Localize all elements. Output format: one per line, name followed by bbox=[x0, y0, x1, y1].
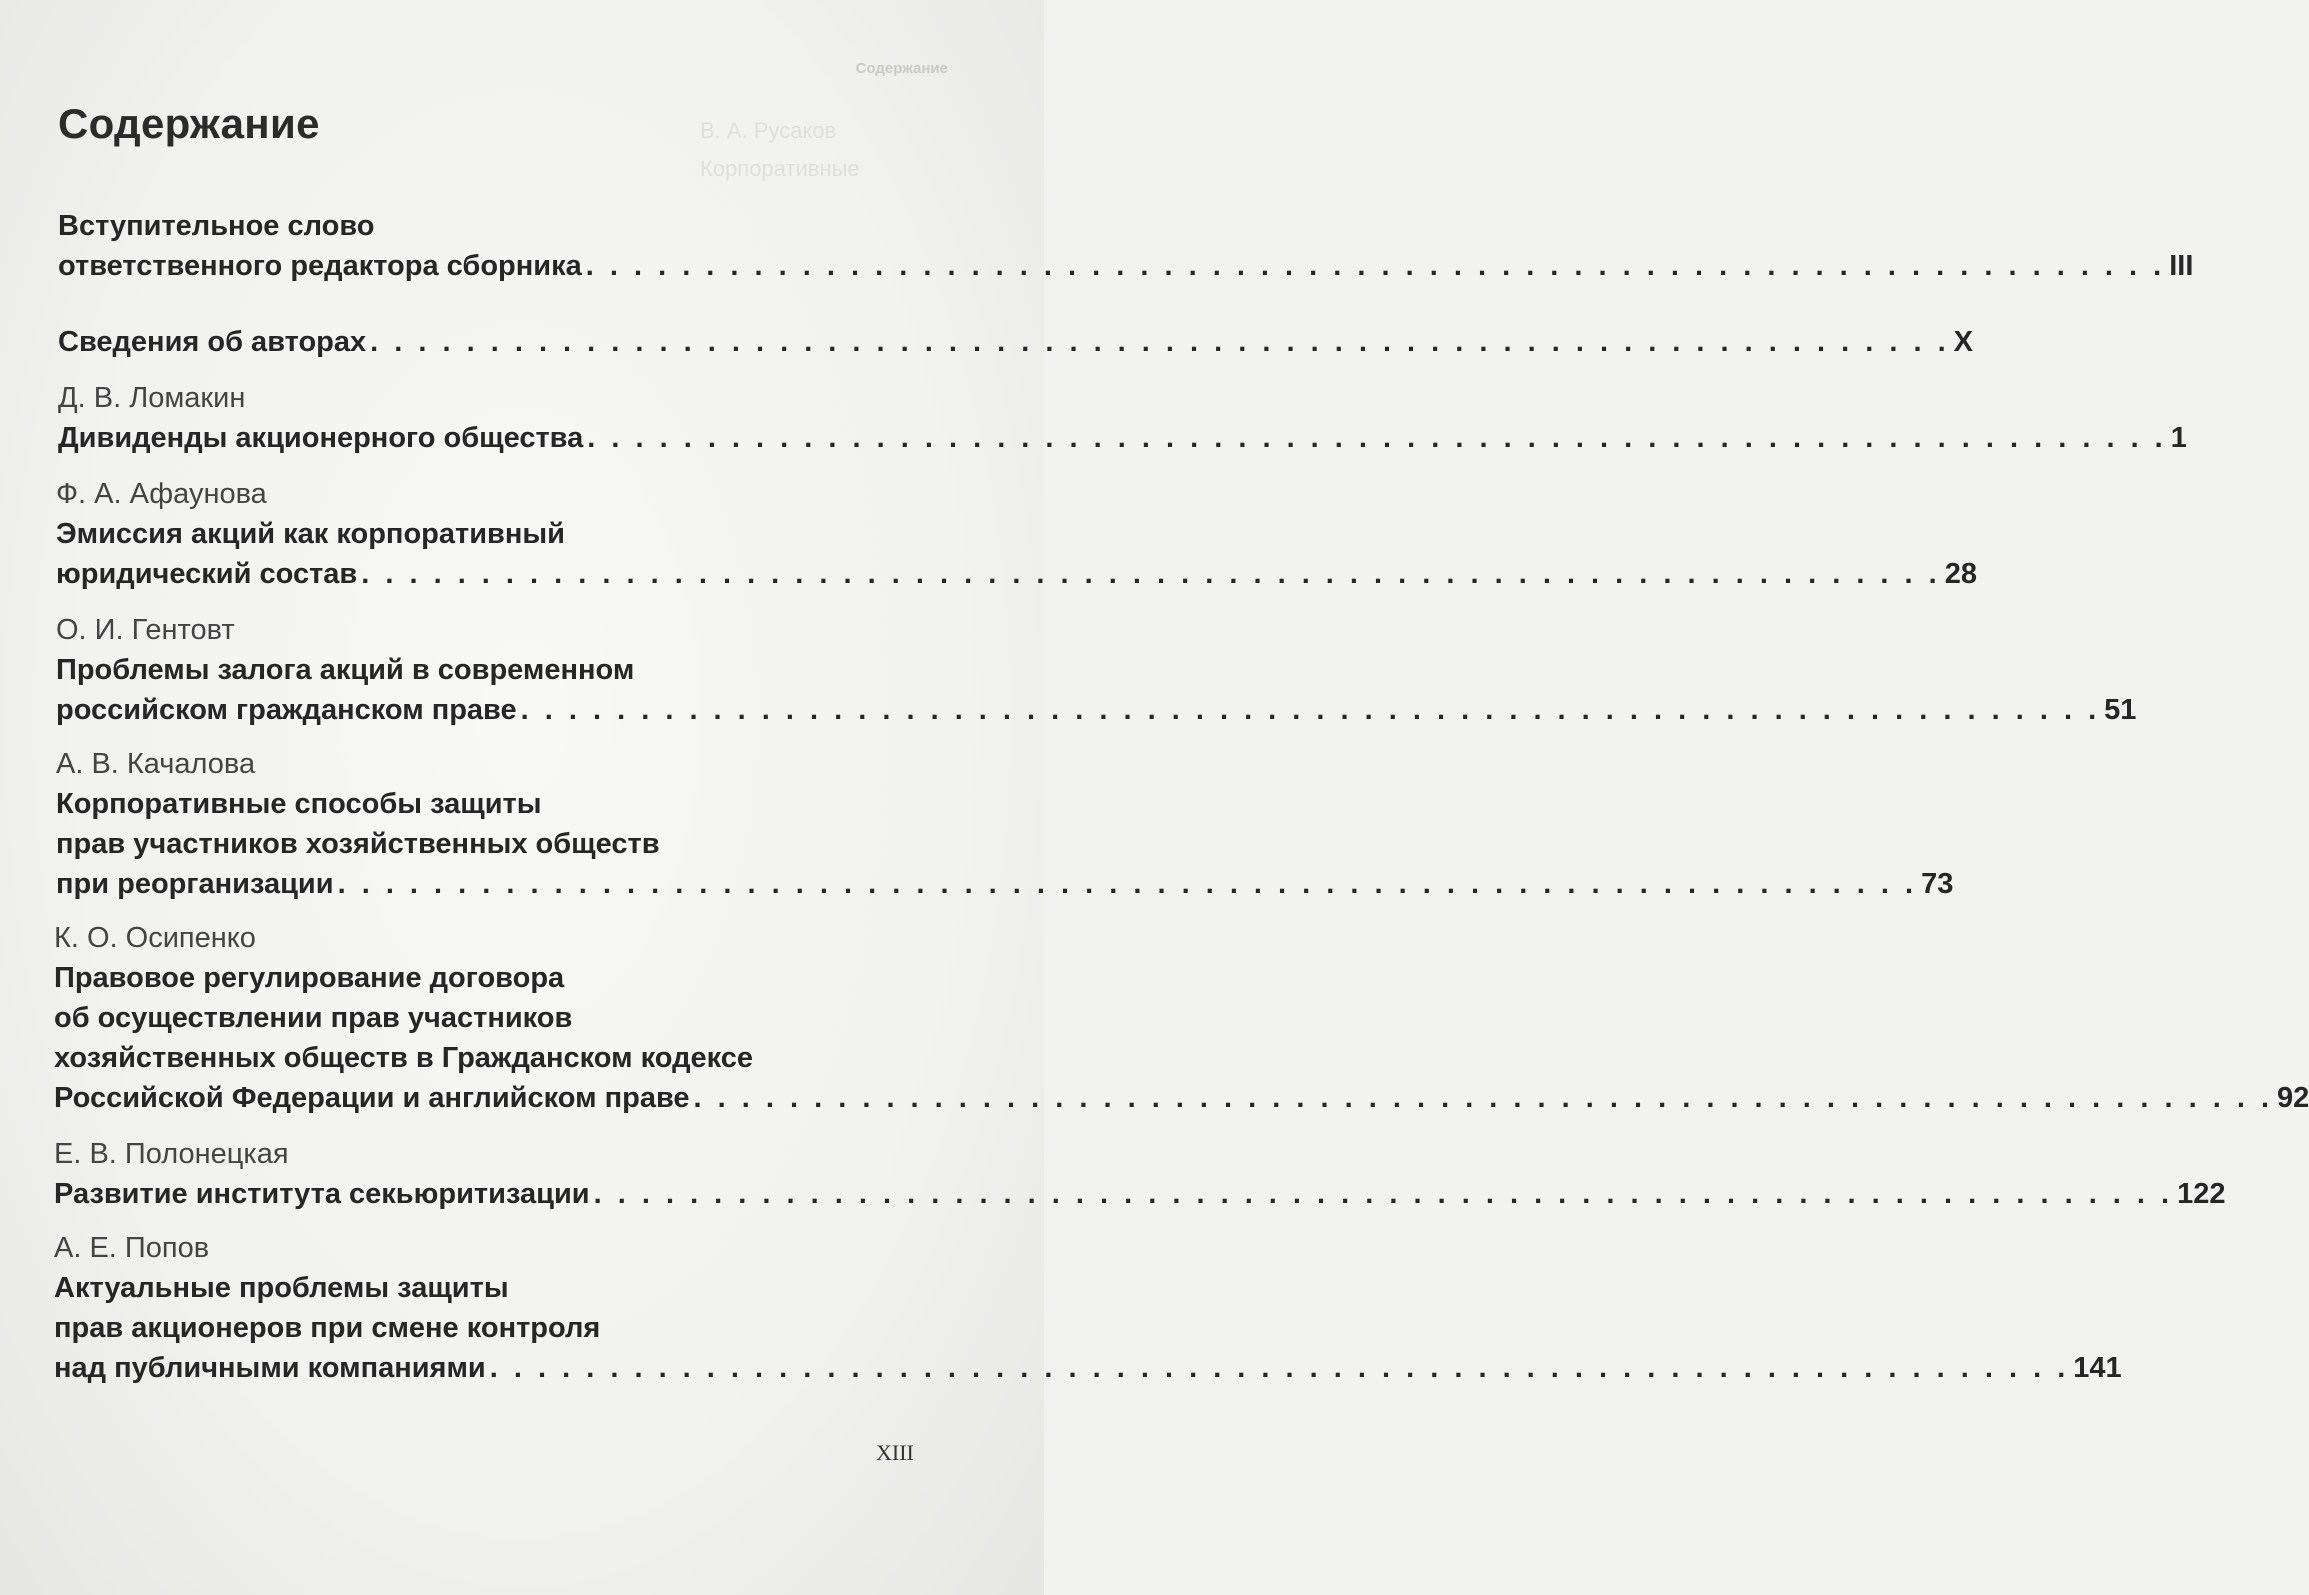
toc-title-line-with-page bbox=[56, 864, 1954, 904]
toc-entry bbox=[56, 610, 2137, 730]
toc-title-line-with-page bbox=[58, 418, 2187, 458]
toc-page-number: 122 bbox=[2177, 1178, 2226, 1210]
toc-title-line: Вступительное слово bbox=[58, 210, 375, 242]
dot-leader: . . . . . . . . . . . . . . . . . . . . . . . . . . . . . . . . . . . . . . . . . . . . . . . . . . . . . . . . . . . . . . . . . . bbox=[585, 250, 2166, 282]
toc-page-number: X bbox=[1953, 326, 1973, 358]
toc-entry bbox=[54, 918, 2309, 1118]
toc-title-text: при реорганизации bbox=[56, 868, 334, 900]
toc-title-text: российском гражданском праве bbox=[56, 694, 517, 726]
toc-title-line: Актуальные проблемы защиты bbox=[54, 1272, 509, 1304]
toc-title-text: Дивиденды акционерного общества bbox=[58, 422, 584, 454]
toc-author: Д. В. Ломакин bbox=[58, 382, 246, 414]
toc-entry bbox=[58, 378, 2187, 458]
dot-leader: . . . . . . . . . . . . . . . . . . . . . . . . . . . . . . . . . . . . . . . . . . . . . . . . . . . . . . . . . . . . . . . . . . bbox=[337, 868, 1918, 900]
toc-title-line-with-page bbox=[54, 1078, 2309, 1118]
toc-title-line-with-page bbox=[58, 322, 1973, 362]
toc-page-number: 28 bbox=[1944, 558, 1977, 590]
toc-title-text: ответственного редактора сборника bbox=[58, 250, 582, 282]
toc-entry bbox=[56, 474, 1977, 594]
toc-title-text: Сведения об авторах bbox=[58, 326, 367, 358]
toc-title-line: Корпоративные способы защиты bbox=[56, 788, 542, 820]
bleed-through-text: Корпоративные bbox=[700, 156, 860, 181]
toc-entry bbox=[58, 206, 2194, 286]
dot-leader: . . . . . . . . . . . . . . . . . . . . . . . . . . . . . . . . . . . . . . . . . . . . . . . . . . . . . . . . . . . . . . . . . . bbox=[489, 1352, 2070, 1384]
dot-leader: . . . . . . . . . . . . . . . . . . . . . . . . . . . . . . . . . . . . . . . . . . . . . . . . . . . . . . . . . . . . . . . . . . bbox=[593, 1178, 2174, 1210]
toc-entry bbox=[56, 744, 1954, 904]
dot-leader: . . . . . . . . . . . . . . . . . . . . . . . . . . . . . . . . . . . . . . . . . . . . . . . . . . . . . . . . . . . . . . . . . . bbox=[693, 1082, 2274, 1114]
toc-title-line-with-page bbox=[56, 690, 2137, 730]
toc-title-line-with-page bbox=[58, 246, 2194, 286]
toc-title-line-with-page bbox=[54, 1174, 2226, 1214]
toc-title-line-with-page bbox=[56, 554, 1977, 594]
page-number-folio: XIII bbox=[876, 1440, 914, 1465]
toc-title-line: Эмиссия акций как корпоративный bbox=[56, 518, 565, 550]
running-head: Содержание bbox=[855, 60, 948, 77]
toc-author: А. В. Качалова bbox=[56, 748, 256, 780]
toc-title-line: хозяйственных обществ в Гражданском кодексе bbox=[54, 1042, 754, 1074]
toc-author: Ф. А. Афаунова bbox=[56, 478, 267, 510]
toc-title-text: над публичными компаниями bbox=[54, 1352, 486, 1384]
dot-leader: . . . . . . . . . . . . . . . . . . . . . . . . . . . . . . . . . . . . . . . . . . . . . . . . . . . . . . . . . . . . . . . . . . bbox=[520, 694, 2101, 726]
page-title: Содержание bbox=[58, 100, 320, 147]
toc-title-line: прав участников хозяйственных обществ bbox=[56, 828, 660, 860]
toc-author: А. Е. Попов bbox=[54, 1232, 210, 1264]
toc-title-text: Развитие института секьюритизации bbox=[54, 1178, 590, 1210]
dot-leader: . . . . . . . . . . . . . . . . . . . . . . . . . . . . . . . . . . . . . . . . . . . . . . . . . . . . . . . . . . . . . . . . . . bbox=[587, 422, 2167, 454]
toc-author: О. И. Гентовт bbox=[56, 614, 235, 646]
dot-leader: . . . . . . . . . . . . . . . . . . . . . . . . . . . . . . . . . . . . . . . . . . . . . . . . . . . . . . . . . . . . . . . . . . bbox=[370, 326, 1950, 358]
toc-entry bbox=[58, 322, 1973, 362]
toc-page-number: 141 bbox=[2073, 1352, 2122, 1384]
toc-title-text: юридический состав bbox=[56, 558, 358, 590]
toc-title-line: Правовое регулирование договора bbox=[54, 962, 565, 994]
toc-title-line: Проблемы залога акций в современном bbox=[56, 654, 635, 686]
toc-entry bbox=[54, 1134, 2226, 1214]
toc-page-number: 51 bbox=[2104, 694, 2137, 726]
toc-title-line: об осуществлении прав участников bbox=[54, 1002, 573, 1034]
toc-entry bbox=[54, 1228, 2122, 1388]
toc-author: К. О. Осипенко bbox=[54, 922, 256, 954]
toc-title-line: прав акционеров при смене контроля bbox=[54, 1312, 601, 1344]
toc-title-line-with-page bbox=[54, 1348, 2122, 1388]
toc-page-number: III bbox=[2169, 250, 2194, 282]
toc-page-number: 73 bbox=[1921, 868, 1954, 900]
toc-title-text: Российской Федерации и английском праве bbox=[54, 1082, 690, 1114]
dot-leader: . . . . . . . . . . . . . . . . . . . . . . . . . . . . . . . . . . . . . . . . . . . . . . . . . . . . . . . . . . . . . . . . . . bbox=[361, 558, 1941, 590]
toc-page-number: 92 bbox=[2277, 1082, 2309, 1114]
toc-page-number: 1 bbox=[2170, 422, 2187, 454]
toc-author: Е. В. Полонецкая bbox=[54, 1138, 289, 1170]
bleed-through-text: В. А. Русаков bbox=[700, 118, 837, 143]
